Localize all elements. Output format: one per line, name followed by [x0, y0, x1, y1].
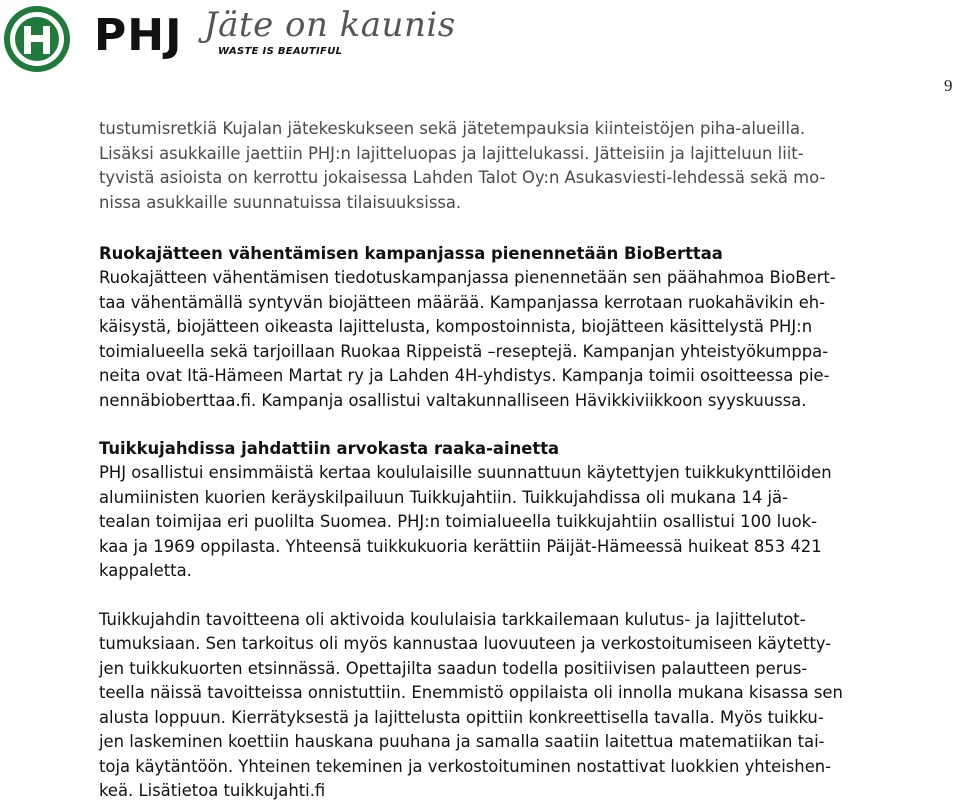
page-header — [0, 0, 960, 80]
page-number: 9 — [944, 76, 953, 95]
section-heading-tuikkujahti: Tuikkujahdissa jahdattiin arvokasta raaka-ainetta — [99, 439, 560, 458]
text-line: tyvistä asioista on kerrottu jokaisessa Lahden Talot Oy:n Asukasviesti-lehdessä sekä mo- — [99, 168, 826, 187]
text-line: tumuksiaan. Sen tarkoitus oli myös kannustaa luovuuteen ja verkostoitumiseen käytetty- — [99, 634, 832, 653]
text-line: nissa asukkaille suunnatuissa tilaisuuksissa. — [99, 192, 462, 212]
text-line: PHJ osallistui ensimmäistä kertaa koululaisille suunnattuun käytettyjen tuikkukynttilöiden — [99, 463, 832, 482]
document-body — [99, 117, 960, 804]
slogan-english: WASTE IS BEAUTIFUL — [218, 46, 343, 57]
intro-paragraph — [99, 117, 960, 215]
tuikkujahti-goal-paragraph — [99, 608, 960, 804]
text-line: nennäbioberttaa.fi. Kampanja osallistui valtakunnalliseen Hävikkiviikkoon syyskuussa. — [99, 390, 807, 410]
text-line: kappaletta. — [99, 561, 192, 580]
text-line: tealan toimijaa eri puolilta Suomea. PHJ:n toimialueella tuikkujahtiin osallistui 100 luok- — [99, 512, 818, 531]
text-line: tustumisretkiä Kujalan jätekeskukseen sekä jätetempauksia kiinteistöjen piha-alueilla. — [99, 119, 806, 138]
text-line: toja käytäntöön. Yhteinen tekeminen ja verkostoituminen nostattivat luokkien yhteishen- — [99, 756, 832, 776]
text-line: jen laskeminen koettiin hauskana puuhana ja samalla saatiin laitettua matematiikan tai- — [99, 732, 825, 751]
text-line: kaa ja 1969 oppilasta. Yhteensä tuikkukuoria kerättiin Päijät-Hämeessä huikeat 853 421 — [99, 536, 822, 556]
tuikkujahti-paragraph — [99, 461, 960, 584]
text-line: Ruokajätteen vähentämisen tiedotuskampanjassa pienennetään sen päähahmoa BioBert- — [99, 268, 836, 287]
text-line: keä. Lisätietoa tuikkujahti.fi — [99, 781, 326, 800]
text-line: alumiinisten kuorien keräyskilpailuun Tuikkujahtiin. Tuikkujahdissa oli mukana 14 jä- — [99, 487, 789, 507]
text-line: teella näissä tavoitteissa onnistuttiin. Enemmistö oppilaista oli innolla mukana kisassa sen — [99, 683, 843, 702]
text-line: jen tuikkukuorten etsinnässä. Opettajilta saadun todella positiivisen palautteen perus- — [99, 658, 808, 678]
text-line: neita ovat Itä-Hämeen Martat ry ja Lahden 4H-yhdistys. Kampanja toimii osoitteessa pie- — [99, 366, 830, 385]
text-line: taa vähentämällä syntyvän biojätteen määrää. Kampanjassa kerrotaan ruokahävikin eh- — [99, 292, 826, 312]
text-line: toimialueella sekä tarjoillaan Ruokaa Rippeistä –reseptejä. Kampanjan yhteistyökumppa- — [99, 341, 829, 361]
text-line: käisystä, biojätteen oikeasta lajittelusta, kompostoinnista, biojätteen käsittelystä PHJ:n — [99, 317, 813, 336]
phj-logo-icon — [2, 4, 72, 74]
text-line: alusta loppuun. Kierrätyksestä ja lajittelusta opittiin konkreettisella tavalla. Myös tuikku- — [99, 707, 824, 727]
brand-name: PHJ — [94, 10, 183, 61]
section-heading-biobertta: Ruokajätteen vähentämisen kampanjassa pienennetään BioBerttaa — [99, 244, 723, 263]
text-line: Tuikkujahdin tavoitteena oli aktivoida koululaisia tarkkailemaan kulutus- ja lajittelutot- — [99, 609, 806, 629]
text-line: Lisäksi asukkaille jaettiin PHJ:n lajitteluopas ja lajittelukassi. Jätteisiin ja lajitteluun liit- — [99, 143, 804, 163]
slogan: Jäte on kaunis — [204, 5, 456, 45]
biobertta-paragraph — [99, 266, 960, 413]
